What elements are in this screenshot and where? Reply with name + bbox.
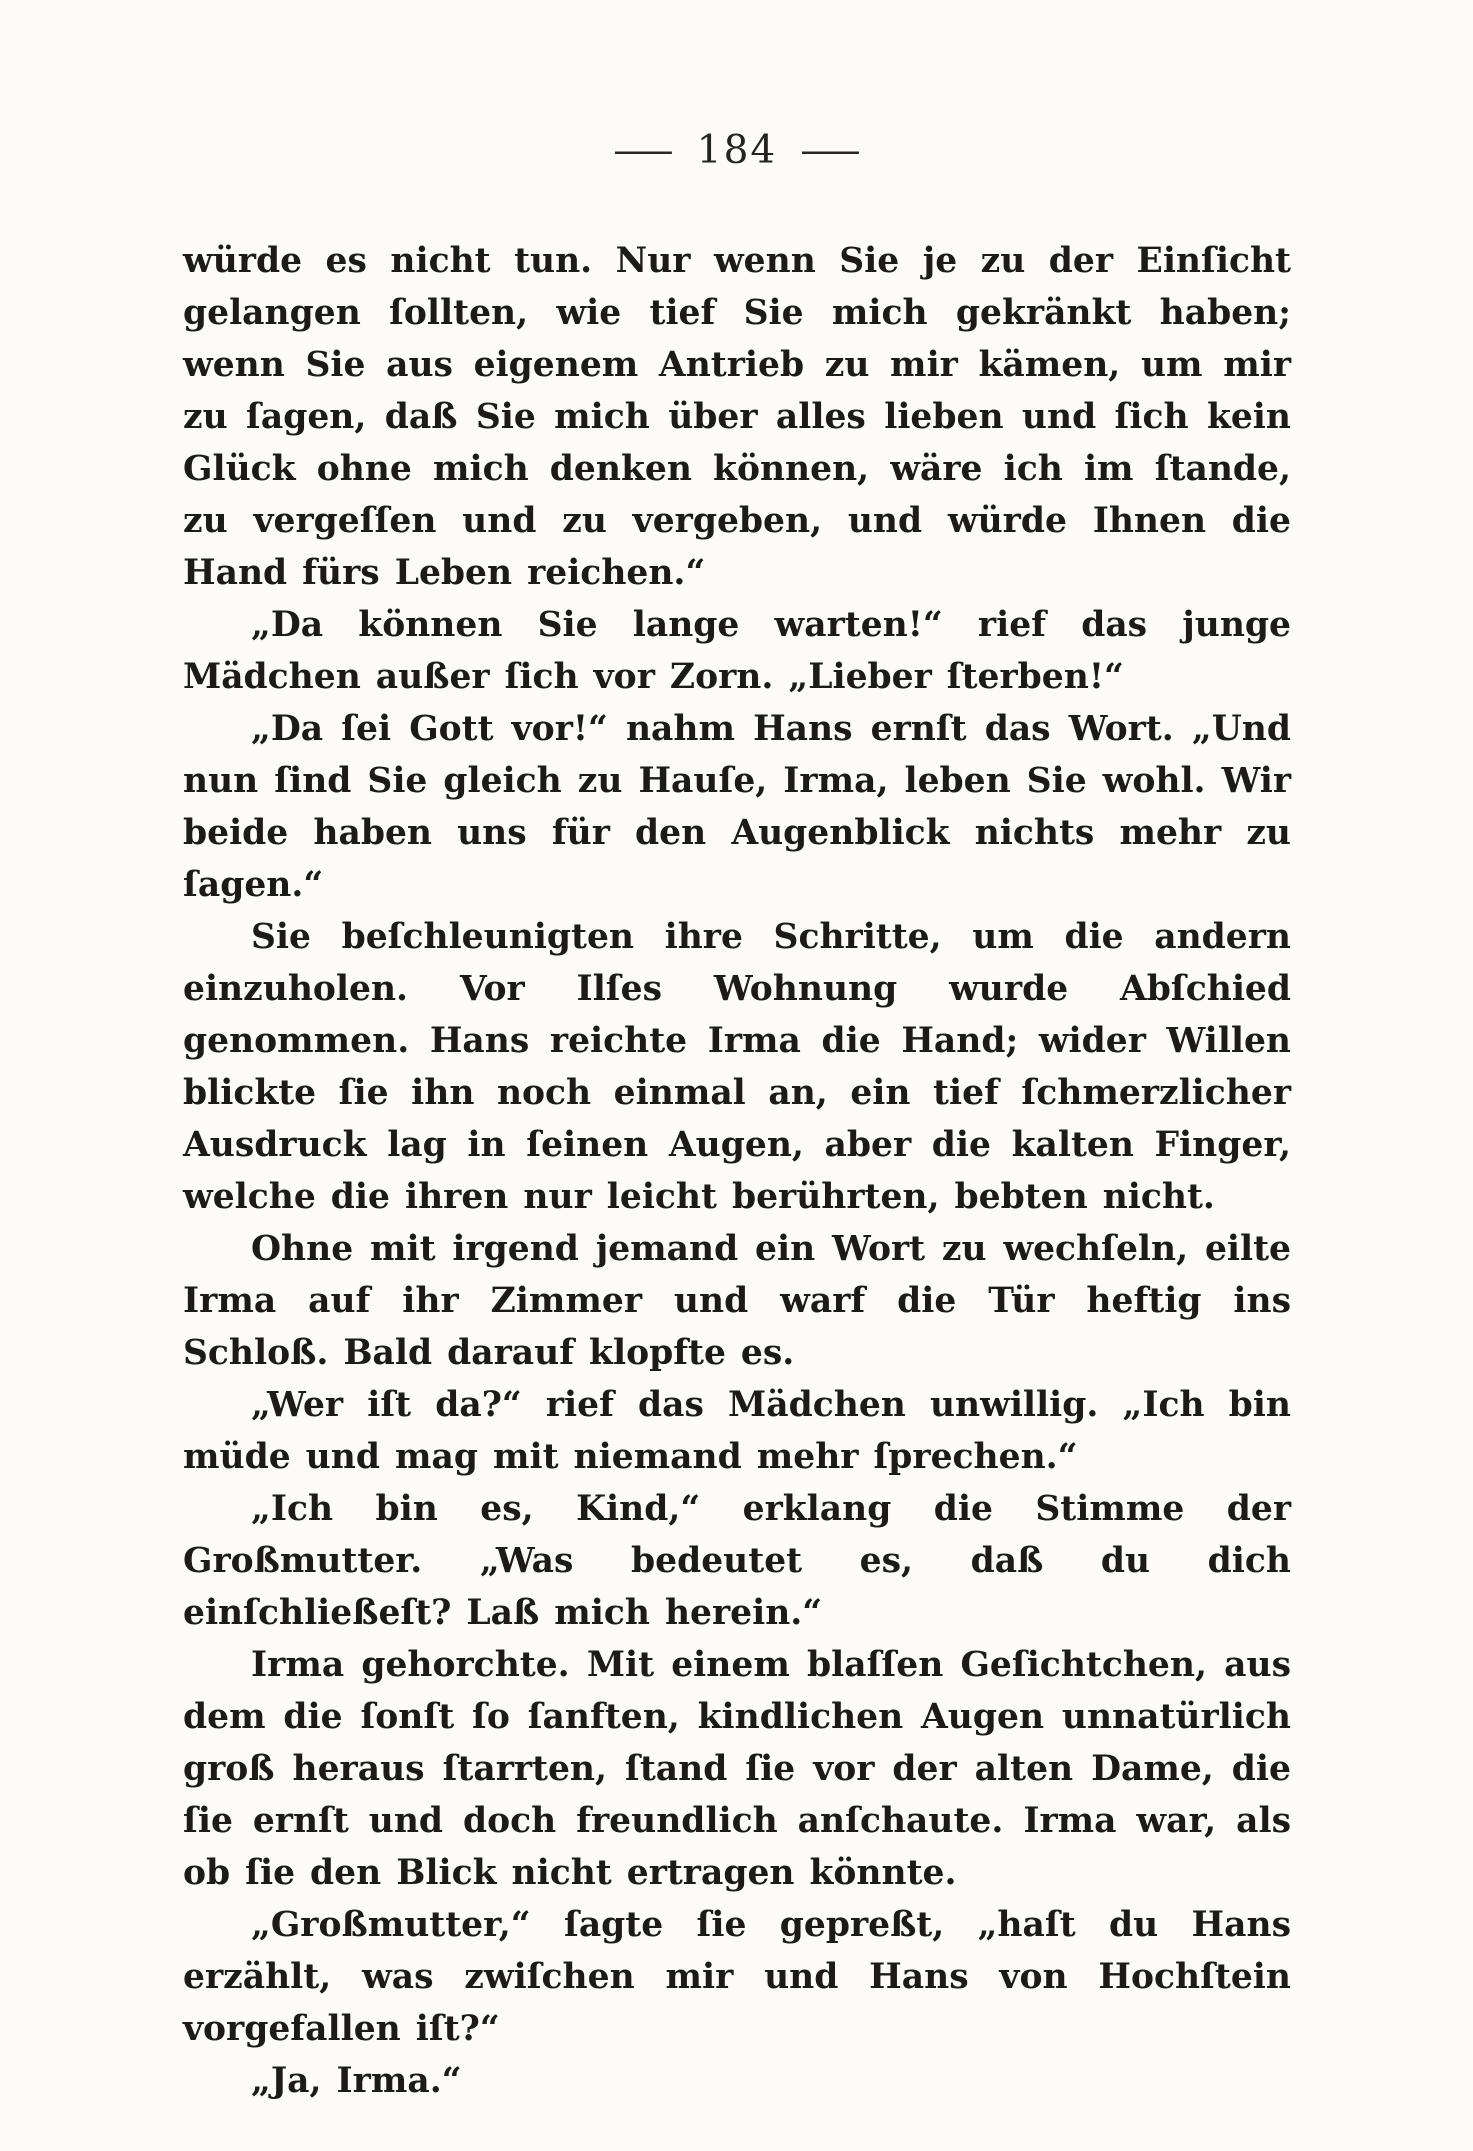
page-number: 184: [696, 128, 778, 173]
page-header: [183, 128, 1291, 173]
paragraph: Ohne mit irgend jemand ein Wort zu wechſeln, eilte Irma auf ihr Zimmer und warf die Tür heftig ins Schloß. Bald darauf klopfte es.: [183, 1229, 1291, 1373]
header-right-dash: —: [799, 128, 862, 173]
paragraph: würde es nicht tun. Nur wenn Sie je zu der Einſicht gelangen ſollten, wie tief Sie mich gekränkt haben; wenn Sie aus eigenem Antrieb zu mir kämen, um mir zu ſagen, daß Sie mich über alles lieben und ſich kein Glück ohne mich denken können, wäre ich im ſtande, zu vergeſſen und zu vergeben, und würde Ihnen die Hand fürs Leben reichen.“: [183, 241, 1291, 593]
paragraph: „Da können Sie lange warten!“ rief das junge Mädchen außer ſich vor Zorn. „Lieber ſterben!“: [183, 605, 1291, 697]
paragraph: „Großmutter,“ ſagte ſie gepreßt, „haſt du Hans erzählt, was zwiſchen mir und Hans von Hochſtein vorgefallen iſt?“: [183, 1905, 1291, 2049]
header-left-dash: —: [612, 128, 675, 173]
paragraph: Irma gehorchte. Mit einem blaſſen Geſichtchen, aus dem die ſonſt ſo ſanften, kindlichen Augen unnatürlich groß heraus ſtarrten, ſtand ſie vor der alten Dame, die ſie ernſt und doch freundlich anſchaute. Irma war, als ob ſie den Blick nicht ertragen könnte.: [183, 1645, 1291, 1893]
paragraph: Sie beſchleunigten ihre Schritte, um die andern einzuholen. Vor Ilſes Wohnung wurde Abſchied genommen. Hans reichte Irma die Hand; wider Willen blickte ſie ihn noch einmal an, ein tief ſchmerzlicher Ausdruck lag in ſeinen Augen, aber die kalten Finger, welche die ihren nur leicht berührten, bebten nicht.: [183, 917, 1291, 1217]
paragraph: „Da ſei Gott vor!“ nahm Hans ernſt das Wort. „Und nun ſind Sie gleich zu Hauſe, Irma, leben Sie wohl. Wir beide haben uns für den Augenblick nichts mehr zu ſagen.“: [183, 709, 1291, 905]
page-body: [183, 235, 1291, 2107]
paragraph: „Ja, Irma.“: [251, 2061, 462, 2101]
paragraph: „Wer iſt da?“ rief das Mädchen unwillig. „Ich bin müde und mag mit niemand mehr ſprechen.“: [183, 1385, 1291, 1477]
paragraph: „Ich bin es, Kind,“ erklang die Stimme der Großmutter. „Was bedeutet es, daß du dich einſchließeſt? Laß mich herein.“: [183, 1489, 1291, 1633]
text-block: [183, 128, 1291, 2107]
